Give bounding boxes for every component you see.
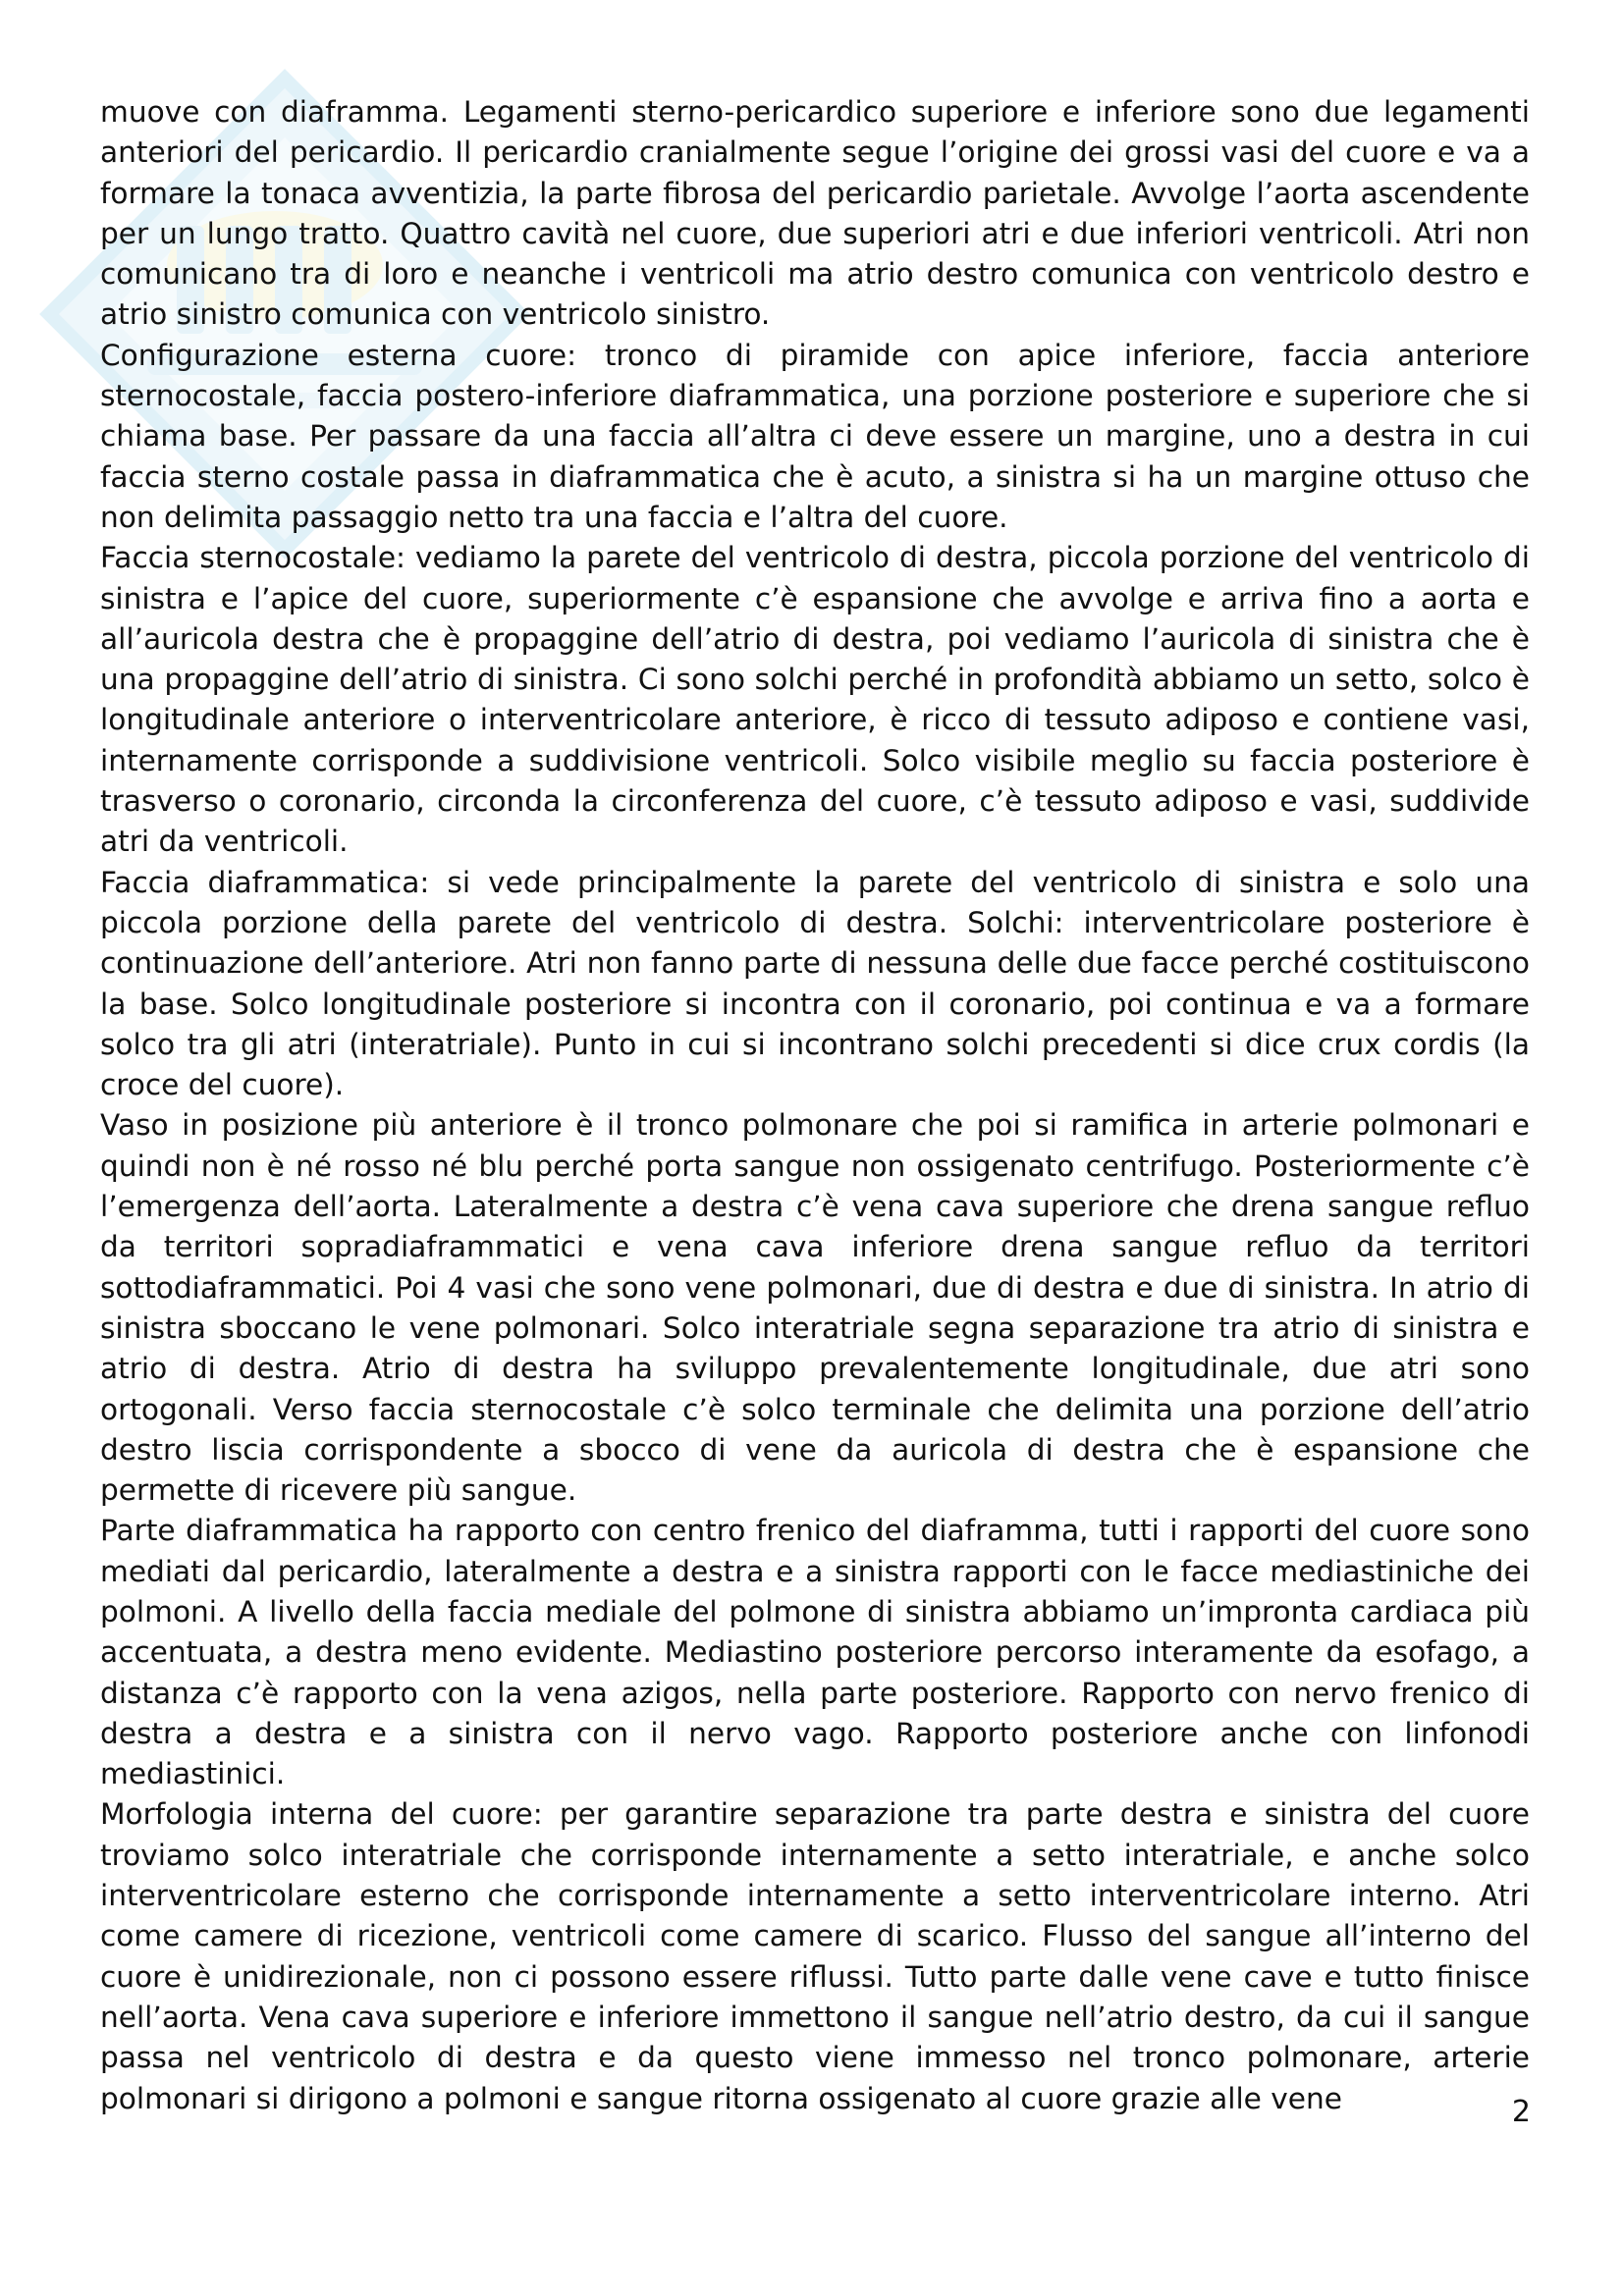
paragraph-vasi: Vaso in posizione più anteriore è il tronco polmonare che poi si ramifica in arterie polmonari e quindi non è né rosso né blu perché porta sangue non ossigenato centrifugo. Posteriormente c’è l’emergenza dell’aorta. Lateralmente a destra c’è vena cava superiore che drena sangue refluo da territori sopradiaframmatici e vena cava inferiore drena sangue refluo da territori sottodiaframmatici. Poi 4 vasi che sono vene polmonari, due di destra e due di sinistra. In atrio di sinistra sboccano le vene polmonari. Solco interatriale segna separazione tra atrio di sinistra e atrio di destra. Atrio di destra ha sviluppo prevalentemente longitudinale, due atri sono ortogonali. Verso faccia sternocostale c’è solco terminale che delimita una porzione dell’atrio destro liscia corrispondente a sbocco di vene da auricola di destra che è espansione che permette di ricevere più sangue. xyxy=(100,1108,1530,1508)
document-body xyxy=(100,92,1530,2119)
paragraph-faccia-diaframmatica: Faccia diaframmatica: si vede principalmente la parete del ventricolo di sinistra e solo una piccola porzione della parete del ventricolo di destra. Solchi: interventricolare posteriore è continuazione dell’anteriore. Atri non fanno parte di nessuna delle due facce perché costituiscono la base. Solco longitudinale posteriore si incontra con il coronario, poi continua e va a formare solco tra gli atri (interatriale). Punto in cui si incontrano solchi precedenti si dice crux cordis (la croce del cuore). xyxy=(100,865,1530,1102)
paragraph-rapporti: Parte diaframmatica ha rapporto con centro frenico del diaframma, tutti i rapporti del cuore sono mediati dal pericardio, lateralmente a destra e a sinistra rapporti con le facce mediastiniche dei polmoni. A livello della faccia mediale del polmone di sinistra abbiamo un’impronta cardiaca più accentuata, a destra meno evidente. Mediastino posteriore percorso interamente da esofago, a distanza c’è rapporto con la vena azigos, nella parte posteriore. Rapporto con nervo frenico di destra a destra e a sinistra con il nervo vago. Rapporto posteriore anche con linfonodi mediastinici. xyxy=(100,1514,1530,1791)
paragraph-pericardio: muove con diaframma. Legamenti sterno-pericardico superiore e inferiore sono due legamenti anteriori del pericardio. Il pericardio cranialmente segue l’origine dei grossi vasi del cuore e va a formare la tonaca avventizia, la parte fibrosa del pericardio parietale. Avvolge l’aorta ascendente per un lungo tratto. Quattro cavità nel cuore, due superiori atri e due inferiori ventricoli. Atri non comunicano tra di loro e neanche i ventricoli ma atrio destro comunica con ventricolo destro e atrio sinistro comunica con ventricolo sinistro. xyxy=(100,95,1530,332)
paragraph-configurazione-esterna: Configurazione esterna cuore: tronco di piramide con apice inferiore, faccia anteriore sternocostale, faccia postero-inferiore diaframmatica, una porzione posteriore e superiore che si chiama base. Per passare da una faccia all’altra ci deve essere un margine, uno a destra in cui faccia sterno costale passa in diaframmatica che è acuto, a sinistra si ha un margine ottuso che non delimita passaggio netto tra una faccia e l’altra del cuore. xyxy=(100,338,1530,534)
page-number: 2 xyxy=(1511,2095,1531,2129)
paragraph-morfologia-interna: Morfologia interna del cuore: per garantire separazione tra parte destra e sinistra del cuore troviamo solco interatriale che corrisponde internamente a setto interatriale, e anche solco interventricolare esterno che corrisponde internamente a setto interventricolare interno. Atri come camere di ricezione, ventricoli come camere di scarico. Flusso del sangue all’interno del cuore è unidirezionale, non ci possono essere riflussi. Tutto parte dalle vene cave e tutto finisce nell’aorta. Vena cava superiore e inferiore immettono il sangue nell’atrio destro, da cui il sangue passa nel ventricolo di destra e da questo viene immesso nel tronco polmonare, arterie polmonari si dirigono a polmoni e sangue ritorna ossigenato al cuore grazie alle vene xyxy=(100,1797,1530,2115)
paragraph-faccia-sternocostale: Faccia sternocostale: vediamo la parete del ventricolo di destra, piccola porzione del ventricolo di sinistra e l’apice del cuore, superiormente c’è espansione che avvolge e arriva fino a aorta e all’auricola destra che è propaggine dell’atrio di destra, poi vediamo l’auricola di sinistra che è una propaggine dell’atrio di sinistra. Ci sono solchi perché in profondità abbiamo un setto, solco è longitudinale anteriore o interventricolare anteriore, è ricco di tessuto adiposo e contiene vasi, internamente corrisponde a suddivisione ventricoli. Solco visibile meglio su faccia posteriore è trasverso o coronario, circonda la circonferenza del cuore, c’è tessuto adiposo e vasi, suddivide atri da ventricoli. xyxy=(100,541,1530,859)
